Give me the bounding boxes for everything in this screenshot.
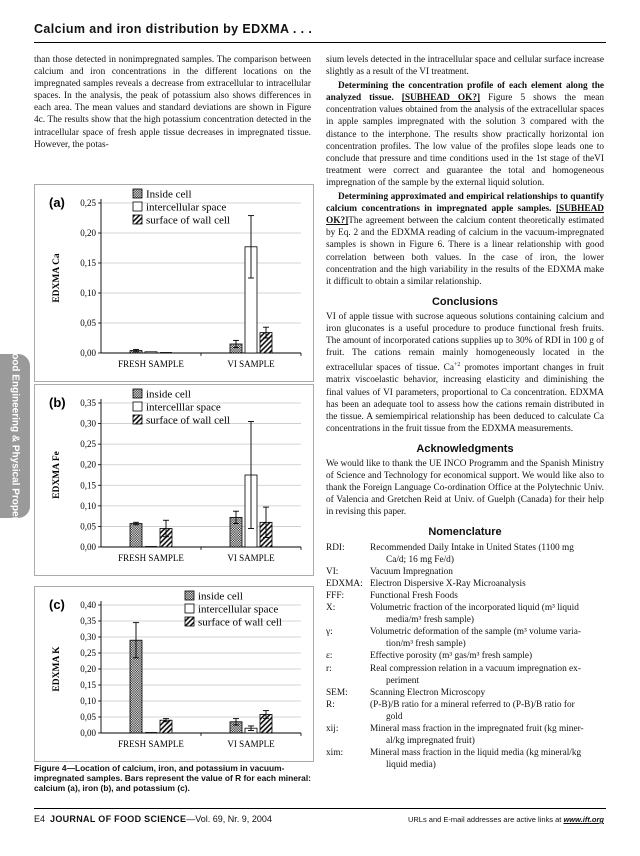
chart-legend-label: intercelllar space (146, 401, 221, 414)
footer-links-note (408, 815, 604, 824)
nomenclature-definition-line: Scanning Electron Microscopy (370, 687, 486, 698)
nomenclature-term: γ: (326, 627, 333, 638)
chart-legend-label: Inside cell (146, 188, 192, 201)
chart-y-axis-label: EDXMA Ca (52, 253, 62, 303)
nomenclature-definition-line: (P-B)/B ratio for a mineral referred to (P-B)/B ratio for (370, 699, 575, 710)
chart-category-label: FRESH SAMPLE (118, 739, 184, 749)
right-paragraph-3 (326, 191, 604, 288)
chart-y-tick-label: 0,25 (80, 439, 96, 450)
nomenclature-definition (370, 663, 604, 687)
chart-y-tick-label: 0,20 (80, 664, 96, 674)
footer-rule (34, 808, 606, 809)
nomenclature-term: xij: (326, 723, 339, 734)
nomenclature-term: xim: (326, 748, 344, 759)
nomenclature-definition (370, 578, 604, 590)
chart-y-tick-label: 0,25 (80, 648, 96, 658)
nomenclature-definition-line: Mineral mass fraction in the liquid media (kg mineral/kg (370, 748, 582, 759)
chart-legend-swatch (185, 591, 194, 600)
chart-legend-swatch (185, 617, 194, 626)
nomenclature-definition (370, 542, 604, 566)
chart-y-axis-label: EDXMA K (52, 646, 62, 692)
figure-4c-potassium-chart (34, 586, 314, 762)
footer-links-text: URLs and E-mail addresses are active links at (407, 815, 564, 824)
chart-y-tick-label: 0,15 (80, 480, 96, 491)
chart-legend-swatch (133, 202, 142, 211)
chart-y-tick-label: 0,30 (80, 418, 96, 429)
chart-panel-label: (b) (49, 395, 66, 410)
chart-legend-label: intercellular space (146, 201, 227, 214)
section-side-tab (0, 334, 30, 538)
nomenclature-term: SEM: (326, 687, 348, 698)
conclusions-paragraph (326, 311, 604, 435)
footer-issue: —Vol. 69, Nr. 9, 2004 (186, 814, 272, 824)
nomenclature-definition-continuation: al/kg impregnated fruit) (386, 736, 475, 747)
chart-legend-swatch (133, 415, 142, 424)
chart-svg (35, 587, 313, 761)
subhead-query-2: [SUBHEAD OK?] (326, 204, 604, 227)
chart-legend-label: surface of wall cell (198, 616, 282, 629)
chart-category-label: VI SAMPLE (227, 739, 275, 749)
nomenclature-definition (370, 687, 604, 699)
nomenclature-definition (370, 699, 604, 723)
chart-legend-swatch (133, 402, 142, 411)
chart-legend-swatch (133, 189, 142, 198)
nomenclature-definition-line: Vacuum Impregnation (370, 566, 453, 577)
nomenclature-term: ε: (326, 651, 333, 662)
chart-panel-label: (a) (49, 195, 65, 210)
nomenclature-definition (370, 650, 604, 662)
chart-y-tick-label: 0,10 (80, 500, 96, 511)
nomenclature-term: VI: (326, 566, 339, 577)
figure-4b-iron-chart (34, 384, 314, 576)
footer-page-code: E4 (34, 814, 46, 824)
chart-y-tick-label: 0,20 (80, 228, 96, 238)
footer-journal (34, 814, 272, 824)
nomenclature-definition-continuation: tion/m³ fresh sample) (386, 639, 466, 650)
chart-bar (130, 524, 142, 547)
chart-y-tick-label: 0,10 (80, 696, 96, 706)
chart-svg (35, 185, 313, 381)
subhead-query-1: [SUBHEAD OK?] (401, 93, 481, 104)
subhead-profile: Determining the concentration profile of each element along the analyzed tissue. (326, 81, 604, 104)
nomenclature-definition-line: Electron Dispersive X-Ray Microanalysis (370, 578, 526, 589)
chart-legend-label: intercellular space (198, 603, 279, 616)
nomenclature-definition-line: Volumetric deformation of the sample (m³ volume varia- (370, 627, 581, 638)
chart-category-label: VI SAMPLE (227, 553, 275, 563)
nomenclature-definition-line: Volumetric fraction of the incorporated liquid (m³ liquid (370, 603, 579, 614)
nomenclature-definition-line: Effective porosity (m³ gas/m³ fresh sample) (370, 651, 533, 662)
right-column (326, 54, 604, 771)
nomenclature-term: X: (326, 603, 336, 614)
chart-y-tick-label: 0,15 (80, 680, 96, 690)
chart-y-tick-label: 0,00 (80, 728, 96, 738)
nomenclature-term: EDXMA: (326, 578, 363, 589)
chart-y-tick-label: 0,40 (80, 600, 96, 610)
figure-caption: Figure 4—Location of calcium, iron, and potassium in vacuum-impregnated samples. Bars represent the value of R for each mineral: calcium (a), iron (b), and potassium (c). (34, 763, 311, 793)
nomenclature-definition-continuation: periment (386, 675, 420, 686)
nomenclature-definition-continuation: Ca/d; 16 mg Fe/d) (386, 554, 454, 565)
footer-link[interactable]: www.ift.org (563, 815, 604, 824)
chart-legend-swatch (133, 389, 142, 398)
acknowledgments-heading: Acknowledgments (416, 442, 514, 455)
nomenclature-definition (370, 723, 604, 747)
chart-legend-label: surface of wall cell (146, 214, 230, 227)
chart-y-tick-label: 0,05 (80, 712, 96, 722)
chart-legend-swatch (185, 604, 194, 613)
chart-y-tick-label: 0,05 (80, 521, 96, 532)
conclusions-heading: Conclusions (431, 295, 498, 308)
nomenclature-list (326, 542, 604, 772)
nomenclature-definition (370, 626, 604, 650)
subhead-relationships: Determining approximated and empirical relationships to quantify calcium concentrations in impregnated apple samples. (326, 192, 604, 215)
chart-y-tick-label: 0,05 (80, 318, 96, 328)
chart-bar (145, 352, 157, 353)
figure-4a-calcium-chart (34, 184, 314, 382)
nomenclature-heading: Nomenclature (428, 526, 502, 539)
chart-category-label: FRESH SAMPLE (118, 553, 184, 563)
chart-category-label: VI SAMPLE (227, 359, 275, 369)
chart-y-tick-label: 0,35 (80, 398, 96, 408)
section-side-tab-label: E: Food Engineering & Physical Properties (9, 334, 21, 538)
running-head: Calcium and iron distribution by EDXMA . . . (34, 22, 313, 36)
nomenclature-term: FFF: (326, 590, 345, 601)
chart-svg (35, 385, 313, 575)
chart-y-tick-label: 0,00 (80, 542, 96, 552)
footer-journal-name: JOURNAL OF FOOD SCIENCE (50, 814, 187, 824)
nomenclature-term: r: (326, 663, 332, 674)
paragraph-2-body: Figure 5 shows the mean concentration values obtained from the analysis of the extracellular spaces in apple samples impregnated with the solution 3 compared with the distance to the interphone. The results show practically horizontal ion concentration profiles. The low value of the profiles slope leads one to conclude that pressure and time conditions used in the 1st stage of theVI treatment were correct and guarantee the total and homogeneous impregnation of the sample by the external liquid solution. (326, 93, 605, 188)
nomenclature-definition-continuation: liquid media) (386, 760, 436, 771)
right-paragraph-2 (326, 80, 604, 189)
chart-legend-label: inside cell (198, 590, 243, 603)
nomenclature-definition-continuation: media/m³ fresh sample) (386, 615, 474, 626)
nomenclature-definition (370, 602, 604, 626)
chart-y-tick-label: 0,15 (80, 258, 96, 268)
nomenclature-term: RDI: (326, 542, 345, 553)
nomenclature-definition-line: Functional Fresh Foods (370, 590, 458, 601)
chart-y-tick-label: 0,25 (80, 198, 96, 208)
nomenclature-definition-continuation: gold (386, 711, 403, 722)
chart-panel-label: (c) (49, 597, 65, 612)
conclusions-text-b: promotes important changes in fruit matrix viscoelastic behavior, increasing elasticity and diminishing the final values of VI parameters, proportional to Ca concentration. EDXMA has been an adequate tool to assess how the cations remain distributed in the tissue. A semiempirical relationship has been deduced to calculate Ca concentrations in the fruit tissue from the EDXMA measurements. (326, 363, 604, 434)
nomenclature-definition (370, 566, 604, 578)
chart-y-tick-label: 0,30 (80, 632, 96, 642)
chart-y-tick-label: 0,10 (80, 288, 96, 298)
chart-legend-swatch (133, 215, 142, 224)
nomenclature-definition-line: Recommended Daily Intake in United States (1100 mg (370, 542, 574, 553)
chart-legend-label: inside cell (146, 388, 191, 401)
nomenclature-definition (370, 747, 604, 771)
header-rule (34, 42, 606, 43)
nomenclature-definition-line: Mineral mass fraction in the impregnated fruit (kg miner- (370, 723, 584, 734)
paragraph-3-body: The agreement between the calcium content theoretically estimated by Eq. 2 and the EDXMA reading of calcium in the vacuum-impregnated samples is shown in Figure 6. There is a linear relationship with good correlation between both values. In the case of iron, the lower concentration and the high variability in the results of the EDXMA make it difficult to obtain a similar relationship. (326, 216, 604, 287)
chart-y-tick-label: 0,35 (80, 616, 96, 626)
left-column (34, 54, 311, 153)
nomenclature-definition (370, 590, 604, 602)
chart-category-label: FRESH SAMPLE (118, 359, 184, 369)
chart-y-tick-label: 0,00 (80, 348, 96, 358)
conclusions-superscript: +2 (454, 362, 461, 369)
nomenclature-definition-line: Real compression relation in a vacuum impregnation ex- (370, 663, 581, 674)
chart-y-axis-label: EDXMA Fe (52, 451, 62, 499)
left-paragraph: than those detected in nonimpregnated samples. The comparison between calcium and iron concentrations in the different locations on the impregnated samples reveals a decrease from extracellular to intracellular spaces. In the analysis, the peak of potassium also shows differences in each area. The mean values and standard deviations are shown in Figure 4c. The results show that the high potassium concentration detected in the intracellular space of fresh apple tissue decreases in impregnated tissue. However, the potas- (34, 55, 311, 150)
acknowledgments-paragraph: We would like to thank the UE INCO Programm and the Spanish Ministry of Science and Technology for economical support. We would like also to thank the Foreign Language Co-ordination Office at the Polytechnic Univ. of Valencia and Gretchen Reid at Univ. of Guelph (Canada) for their help in revising this paper. (326, 459, 604, 518)
chart-y-tick-label: 0,20 (80, 459, 96, 470)
right-paragraph-1: sium levels detected in the intracellular space and cellular surface increase slightly as a result of the VI treatment. (326, 55, 604, 78)
chart-legend-label: surface of wall cell (146, 414, 230, 427)
nomenclature-term: R: (326, 699, 335, 710)
conclusions-text-a: VI of apple tissue with sucrose aqueous solutions containing calcium and iron gluconates is a useful procedure to produce functional fresh fruits. The amount of incorporated cations supplies up to 30% of RDI in 100 g of fruit. The cations remain mainly homogeneously located in the extracellular spaces of tissue. Ca (326, 311, 604, 374)
